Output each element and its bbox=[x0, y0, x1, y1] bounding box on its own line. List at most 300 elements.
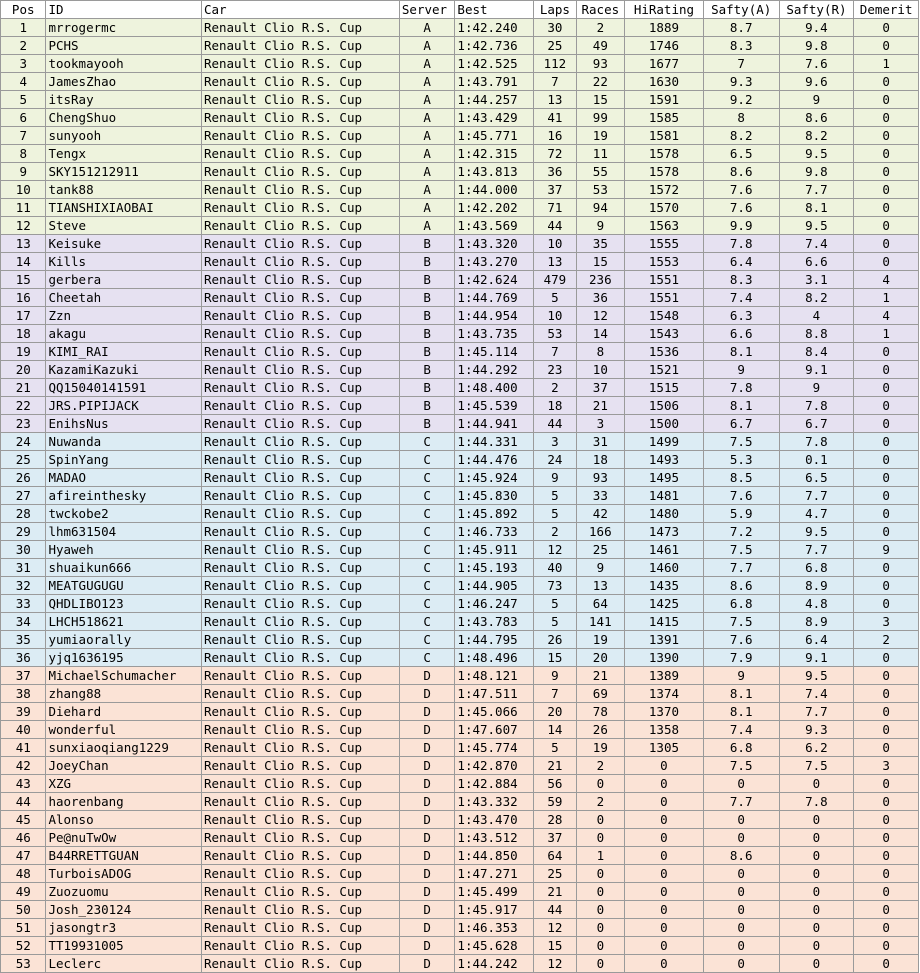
cell-laps: 9 bbox=[534, 667, 576, 685]
cell-laps: 23 bbox=[534, 361, 576, 379]
cell-races: 20 bbox=[576, 649, 624, 667]
cell-races: 64 bbox=[576, 595, 624, 613]
cell-races: 11 bbox=[576, 145, 624, 163]
cell-car: Renault Clio R.S. Cup bbox=[201, 847, 399, 865]
cell-server: C bbox=[399, 595, 455, 613]
cell-car: Renault Clio R.S. Cup bbox=[201, 793, 399, 811]
cell-laps: 12 bbox=[534, 955, 576, 973]
cell-car: Renault Clio R.S. Cup bbox=[201, 703, 399, 721]
header-safety-a: Safty(A) bbox=[703, 1, 779, 19]
cell-safety-r: 0 bbox=[779, 919, 854, 937]
cell-safety-a: 0 bbox=[703, 883, 779, 901]
cell-driver-id: tookmayooh bbox=[46, 55, 202, 73]
cell-laps: 15 bbox=[534, 937, 576, 955]
cell-server: A bbox=[399, 55, 455, 73]
cell-best-lap: 1:43.320 bbox=[455, 235, 534, 253]
cell-safety-a: 9 bbox=[703, 667, 779, 685]
table-row bbox=[1, 955, 919, 973]
cell-laps: 28 bbox=[534, 811, 576, 829]
cell-pos: 25 bbox=[1, 451, 46, 469]
cell-hirating: 1374 bbox=[625, 685, 704, 703]
header-pos: Pos bbox=[1, 1, 46, 19]
cell-best-lap: 1:43.783 bbox=[455, 613, 534, 631]
cell-pos: 24 bbox=[1, 433, 46, 451]
cell-hirating: 1358 bbox=[625, 721, 704, 739]
cell-best-lap: 1:45.066 bbox=[455, 703, 534, 721]
cell-driver-id: Alonso bbox=[46, 811, 202, 829]
cell-safety-r: 7.6 bbox=[779, 55, 854, 73]
cell-laps: 13 bbox=[534, 91, 576, 109]
cell-car: Renault Clio R.S. Cup bbox=[201, 361, 399, 379]
header-car: Car bbox=[201, 1, 399, 19]
cell-server: C bbox=[399, 469, 455, 487]
cell-driver-id: Zuozuomu bbox=[46, 883, 202, 901]
cell-laps: 13 bbox=[534, 253, 576, 271]
cell-car: Renault Clio R.S. Cup bbox=[201, 181, 399, 199]
cell-pos: 12 bbox=[1, 217, 46, 235]
cell-demerit: 0 bbox=[854, 901, 919, 919]
cell-safety-r: 9.8 bbox=[779, 163, 854, 181]
cell-pos: 36 bbox=[1, 649, 46, 667]
table-row bbox=[1, 163, 919, 181]
cell-demerit: 0 bbox=[854, 685, 919, 703]
cell-driver-id: twckobe2 bbox=[46, 505, 202, 523]
cell-best-lap: 1:44.769 bbox=[455, 289, 534, 307]
cell-laps: 10 bbox=[534, 307, 576, 325]
cell-hirating: 1570 bbox=[625, 199, 704, 217]
cell-safety-a: 8.1 bbox=[703, 703, 779, 721]
cell-server: C bbox=[399, 613, 455, 631]
cell-car: Renault Clio R.S. Cup bbox=[201, 307, 399, 325]
cell-laps: 7 bbox=[534, 343, 576, 361]
cell-races: 10 bbox=[576, 361, 624, 379]
cell-hirating: 1506 bbox=[625, 397, 704, 415]
cell-car: Renault Clio R.S. Cup bbox=[201, 415, 399, 433]
cell-driver-id: jasongtr3 bbox=[46, 919, 202, 937]
cell-races: 19 bbox=[576, 127, 624, 145]
cell-driver-id: KazamiKazuki bbox=[46, 361, 202, 379]
cell-driver-id: TIANSHIXIAOBAI bbox=[46, 199, 202, 217]
cell-car: Renault Clio R.S. Cup bbox=[201, 109, 399, 127]
cell-driver-id: haorenbang bbox=[46, 793, 202, 811]
cell-races: 2 bbox=[576, 19, 624, 37]
cell-races: 13 bbox=[576, 577, 624, 595]
cell-driver-id: Pe@nuTwOw bbox=[46, 829, 202, 847]
cell-demerit: 0 bbox=[854, 379, 919, 397]
cell-car: Renault Clio R.S. Cup bbox=[201, 469, 399, 487]
cell-hirating: 1495 bbox=[625, 469, 704, 487]
cell-races: 21 bbox=[576, 397, 624, 415]
cell-demerit: 0 bbox=[854, 919, 919, 937]
cell-best-lap: 1:44.954 bbox=[455, 307, 534, 325]
cell-pos: 13 bbox=[1, 235, 46, 253]
cell-laps: 36 bbox=[534, 163, 576, 181]
cell-pos: 28 bbox=[1, 505, 46, 523]
cell-demerit: 1 bbox=[854, 289, 919, 307]
cell-safety-r: 0 bbox=[779, 865, 854, 883]
cell-demerit: 0 bbox=[854, 433, 919, 451]
cell-laps: 5 bbox=[534, 289, 576, 307]
cell-car: Renault Clio R.S. Cup bbox=[201, 451, 399, 469]
cell-car: Renault Clio R.S. Cup bbox=[201, 19, 399, 37]
table-row bbox=[1, 73, 919, 91]
cell-server: B bbox=[399, 325, 455, 343]
cell-safety-a: 6.7 bbox=[703, 415, 779, 433]
cell-races: 22 bbox=[576, 73, 624, 91]
table-row bbox=[1, 667, 919, 685]
cell-server: D bbox=[399, 667, 455, 685]
cell-server: D bbox=[399, 811, 455, 829]
cell-laps: 64 bbox=[534, 847, 576, 865]
table-row bbox=[1, 577, 919, 595]
cell-hirating: 1572 bbox=[625, 181, 704, 199]
cell-driver-id: XZG bbox=[46, 775, 202, 793]
cell-best-lap: 1:48.400 bbox=[455, 379, 534, 397]
cell-server: A bbox=[399, 109, 455, 127]
cell-hirating: 1578 bbox=[625, 163, 704, 181]
cell-best-lap: 1:46.733 bbox=[455, 523, 534, 541]
cell-best-lap: 1:43.569 bbox=[455, 217, 534, 235]
cell-car: Renault Clio R.S. Cup bbox=[201, 379, 399, 397]
cell-best-lap: 1:44.476 bbox=[455, 451, 534, 469]
cell-driver-id: TurboisADOG bbox=[46, 865, 202, 883]
header-laps: Laps bbox=[534, 1, 576, 19]
cell-hirating: 1415 bbox=[625, 613, 704, 631]
cell-demerit: 0 bbox=[854, 847, 919, 865]
cell-safety-r: 9.4 bbox=[779, 19, 854, 37]
cell-car: Renault Clio R.S. Cup bbox=[201, 289, 399, 307]
cell-safety-r: 7.8 bbox=[779, 433, 854, 451]
cell-driver-id: Nuwanda bbox=[46, 433, 202, 451]
cell-driver-id: B44RRETTGUAN bbox=[46, 847, 202, 865]
cell-safety-r: 8.4 bbox=[779, 343, 854, 361]
cell-driver-id: TT19931005 bbox=[46, 937, 202, 955]
cell-demerit: 2 bbox=[854, 631, 919, 649]
cell-car: Renault Clio R.S. Cup bbox=[201, 37, 399, 55]
cell-races: 93 bbox=[576, 55, 624, 73]
table-row bbox=[1, 217, 919, 235]
cell-laps: 44 bbox=[534, 415, 576, 433]
cell-safety-a: 8 bbox=[703, 109, 779, 127]
cell-car: Renault Clio R.S. Cup bbox=[201, 721, 399, 739]
cell-safety-r: 9.5 bbox=[779, 217, 854, 235]
cell-hirating: 0 bbox=[625, 829, 704, 847]
cell-server: C bbox=[399, 487, 455, 505]
cell-car: Renault Clio R.S. Cup bbox=[201, 595, 399, 613]
cell-pos: 39 bbox=[1, 703, 46, 721]
cell-safety-a: 8.1 bbox=[703, 343, 779, 361]
table-row bbox=[1, 613, 919, 631]
cell-laps: 7 bbox=[534, 685, 576, 703]
cell-safety-r: 8.9 bbox=[779, 613, 854, 631]
cell-laps: 5 bbox=[534, 739, 576, 757]
cell-laps: 112 bbox=[534, 55, 576, 73]
cell-driver-id: yumiaorally bbox=[46, 631, 202, 649]
cell-best-lap: 1:43.270 bbox=[455, 253, 534, 271]
cell-server: A bbox=[399, 91, 455, 109]
cell-safety-a: 8.7 bbox=[703, 19, 779, 37]
cell-races: 2 bbox=[576, 793, 624, 811]
cell-demerit: 0 bbox=[854, 199, 919, 217]
cell-hirating: 0 bbox=[625, 775, 704, 793]
cell-driver-id: SKY151212911 bbox=[46, 163, 202, 181]
table-header bbox=[1, 1, 919, 19]
table-row bbox=[1, 433, 919, 451]
cell-server: B bbox=[399, 253, 455, 271]
cell-best-lap: 1:44.292 bbox=[455, 361, 534, 379]
table-row bbox=[1, 127, 919, 145]
cell-races: 18 bbox=[576, 451, 624, 469]
cell-demerit: 9 bbox=[854, 541, 919, 559]
cell-best-lap: 1:47.271 bbox=[455, 865, 534, 883]
cell-hirating: 0 bbox=[625, 811, 704, 829]
cell-driver-id: zhang88 bbox=[46, 685, 202, 703]
cell-hirating: 1746 bbox=[625, 37, 704, 55]
cell-races: 37 bbox=[576, 379, 624, 397]
cell-laps: 37 bbox=[534, 829, 576, 847]
table-row bbox=[1, 847, 919, 865]
cell-best-lap: 1:45.499 bbox=[455, 883, 534, 901]
cell-races: 0 bbox=[576, 955, 624, 973]
cell-safety-a: 9.3 bbox=[703, 73, 779, 91]
cell-hirating: 1591 bbox=[625, 91, 704, 109]
cell-best-lap: 1:44.850 bbox=[455, 847, 534, 865]
cell-safety-r: 7.7 bbox=[779, 541, 854, 559]
table-row bbox=[1, 343, 919, 361]
cell-laps: 44 bbox=[534, 217, 576, 235]
cell-pos: 1 bbox=[1, 19, 46, 37]
cell-driver-id: QHDLIBO123 bbox=[46, 595, 202, 613]
cell-demerit: 0 bbox=[854, 865, 919, 883]
table-row bbox=[1, 793, 919, 811]
cell-best-lap: 1:48.496 bbox=[455, 649, 534, 667]
cell-laps: 44 bbox=[534, 901, 576, 919]
cell-demerit: 4 bbox=[854, 271, 919, 289]
cell-car: Renault Clio R.S. Cup bbox=[201, 397, 399, 415]
cell-pos: 11 bbox=[1, 199, 46, 217]
cell-races: 21 bbox=[576, 667, 624, 685]
cell-demerit: 0 bbox=[854, 505, 919, 523]
header-best: Best bbox=[455, 1, 534, 19]
cell-safety-a: 8.3 bbox=[703, 37, 779, 55]
cell-best-lap: 1:45.628 bbox=[455, 937, 534, 955]
cell-races: 9 bbox=[576, 217, 624, 235]
table-row bbox=[1, 685, 919, 703]
cell-pos: 44 bbox=[1, 793, 46, 811]
cell-safety-r: 3.1 bbox=[779, 271, 854, 289]
cell-safety-a: 7.4 bbox=[703, 289, 779, 307]
cell-safety-a: 8.6 bbox=[703, 847, 779, 865]
cell-races: 93 bbox=[576, 469, 624, 487]
cell-laps: 7 bbox=[534, 73, 576, 91]
table-row bbox=[1, 739, 919, 757]
cell-laps: 30 bbox=[534, 19, 576, 37]
cell-pos: 29 bbox=[1, 523, 46, 541]
table-row bbox=[1, 55, 919, 73]
cell-safety-a: 7.6 bbox=[703, 181, 779, 199]
cell-car: Renault Clio R.S. Cup bbox=[201, 325, 399, 343]
cell-driver-id: sunxiaoqiang1229 bbox=[46, 739, 202, 757]
cell-hirating: 1551 bbox=[625, 289, 704, 307]
cell-races: 36 bbox=[576, 289, 624, 307]
table-row bbox=[1, 91, 919, 109]
cell-car: Renault Clio R.S. Cup bbox=[201, 199, 399, 217]
cell-safety-a: 0 bbox=[703, 829, 779, 847]
cell-server: D bbox=[399, 703, 455, 721]
cell-hirating: 1515 bbox=[625, 379, 704, 397]
cell-car: Renault Clio R.S. Cup bbox=[201, 145, 399, 163]
cell-server: D bbox=[399, 847, 455, 865]
cell-safety-r: 6.7 bbox=[779, 415, 854, 433]
cell-best-lap: 1:43.470 bbox=[455, 811, 534, 829]
table-row bbox=[1, 595, 919, 613]
cell-car: Renault Clio R.S. Cup bbox=[201, 541, 399, 559]
cell-server: A bbox=[399, 73, 455, 91]
cell-server: D bbox=[399, 685, 455, 703]
cell-driver-id: EnihsNus bbox=[46, 415, 202, 433]
table-row bbox=[1, 325, 919, 343]
cell-car: Renault Clio R.S. Cup bbox=[201, 919, 399, 937]
cell-laps: 3 bbox=[534, 433, 576, 451]
cell-laps: 72 bbox=[534, 145, 576, 163]
cell-safety-r: 7.8 bbox=[779, 397, 854, 415]
cell-driver-id: gerbera bbox=[46, 271, 202, 289]
cell-safety-a: 8.6 bbox=[703, 163, 779, 181]
table-row bbox=[1, 253, 919, 271]
cell-races: 25 bbox=[576, 541, 624, 559]
cell-pos: 50 bbox=[1, 901, 46, 919]
cell-safety-a: 6.5 bbox=[703, 145, 779, 163]
cell-best-lap: 1:45.193 bbox=[455, 559, 534, 577]
cell-demerit: 0 bbox=[854, 739, 919, 757]
cell-car: Renault Clio R.S. Cup bbox=[201, 685, 399, 703]
cell-driver-id: Tengx bbox=[46, 145, 202, 163]
cell-pos: 33 bbox=[1, 595, 46, 613]
cell-pos: 21 bbox=[1, 379, 46, 397]
table-row bbox=[1, 865, 919, 883]
cell-demerit: 3 bbox=[854, 757, 919, 775]
table-row bbox=[1, 469, 919, 487]
cell-safety-r: 0 bbox=[779, 829, 854, 847]
cell-demerit: 0 bbox=[854, 37, 919, 55]
cell-car: Renault Clio R.S. Cup bbox=[201, 865, 399, 883]
cell-hirating: 0 bbox=[625, 847, 704, 865]
cell-driver-id: Kills bbox=[46, 253, 202, 271]
cell-driver-id: MEATGUGUGU bbox=[46, 577, 202, 595]
cell-demerit: 0 bbox=[854, 163, 919, 181]
cell-pos: 9 bbox=[1, 163, 46, 181]
cell-safety-r: 4.7 bbox=[779, 505, 854, 523]
cell-pos: 26 bbox=[1, 469, 46, 487]
cell-server: B bbox=[399, 361, 455, 379]
cell-car: Renault Clio R.S. Cup bbox=[201, 55, 399, 73]
cell-server: D bbox=[399, 883, 455, 901]
cell-safety-a: 0 bbox=[703, 919, 779, 937]
cell-pos: 16 bbox=[1, 289, 46, 307]
cell-server: D bbox=[399, 901, 455, 919]
cell-server: D bbox=[399, 721, 455, 739]
cell-safety-r: 7.4 bbox=[779, 685, 854, 703]
cell-safety-r: 0.1 bbox=[779, 451, 854, 469]
cell-races: 12 bbox=[576, 307, 624, 325]
cell-laps: 10 bbox=[534, 235, 576, 253]
cell-best-lap: 1:44.242 bbox=[455, 955, 534, 973]
cell-server: C bbox=[399, 433, 455, 451]
cell-driver-id: KIMI_RAI bbox=[46, 343, 202, 361]
cell-pos: 31 bbox=[1, 559, 46, 577]
cell-safety-a: 8.1 bbox=[703, 397, 779, 415]
cell-safety-a: 5.9 bbox=[703, 505, 779, 523]
cell-hirating: 1461 bbox=[625, 541, 704, 559]
cell-hirating: 1578 bbox=[625, 145, 704, 163]
cell-demerit: 0 bbox=[854, 91, 919, 109]
cell-demerit: 0 bbox=[854, 487, 919, 505]
cell-races: 166 bbox=[576, 523, 624, 541]
cell-demerit: 0 bbox=[854, 955, 919, 973]
cell-safety-a: 8.3 bbox=[703, 271, 779, 289]
cell-races: 15 bbox=[576, 91, 624, 109]
cell-driver-id: Josh_230124 bbox=[46, 901, 202, 919]
table-row bbox=[1, 721, 919, 739]
cell-driver-id: MADAO bbox=[46, 469, 202, 487]
cell-car: Renault Clio R.S. Cup bbox=[201, 73, 399, 91]
cell-safety-a: 8.6 bbox=[703, 577, 779, 595]
cell-demerit: 0 bbox=[854, 127, 919, 145]
cell-races: 55 bbox=[576, 163, 624, 181]
cell-safety-r: 0 bbox=[779, 937, 854, 955]
cell-hirating: 1585 bbox=[625, 109, 704, 127]
header-hirating: HiRating bbox=[625, 1, 704, 19]
cell-laps: 25 bbox=[534, 37, 576, 55]
cell-best-lap: 1:47.607 bbox=[455, 721, 534, 739]
cell-races: 0 bbox=[576, 919, 624, 937]
cell-best-lap: 1:42.315 bbox=[455, 145, 534, 163]
cell-driver-id: JamesZhao bbox=[46, 73, 202, 91]
cell-safety-a: 7.5 bbox=[703, 757, 779, 775]
cell-server: C bbox=[399, 631, 455, 649]
cell-best-lap: 1:48.121 bbox=[455, 667, 534, 685]
table-row bbox=[1, 487, 919, 505]
cell-safety-r: 8.8 bbox=[779, 325, 854, 343]
cell-safety-r: 9.5 bbox=[779, 145, 854, 163]
cell-server: D bbox=[399, 955, 455, 973]
cell-best-lap: 1:42.884 bbox=[455, 775, 534, 793]
cell-races: 236 bbox=[576, 271, 624, 289]
cell-safety-a: 8.5 bbox=[703, 469, 779, 487]
cell-races: 69 bbox=[576, 685, 624, 703]
cell-pos: 4 bbox=[1, 73, 46, 91]
cell-hirating: 1555 bbox=[625, 235, 704, 253]
cell-demerit: 0 bbox=[854, 73, 919, 91]
table-row bbox=[1, 289, 919, 307]
cell-hirating: 1499 bbox=[625, 433, 704, 451]
cell-demerit: 0 bbox=[854, 415, 919, 433]
cell-races: 0 bbox=[576, 811, 624, 829]
table-row bbox=[1, 541, 919, 559]
table-row bbox=[1, 397, 919, 415]
cell-safety-r: 6.5 bbox=[779, 469, 854, 487]
cell-demerit: 0 bbox=[854, 451, 919, 469]
cell-car: Renault Clio R.S. Cup bbox=[201, 667, 399, 685]
cell-safety-r: 9 bbox=[779, 379, 854, 397]
cell-best-lap: 1:45.774 bbox=[455, 739, 534, 757]
cell-safety-r: 8.2 bbox=[779, 127, 854, 145]
cell-races: 141 bbox=[576, 613, 624, 631]
table-row bbox=[1, 109, 919, 127]
cell-safety-a: 7.5 bbox=[703, 433, 779, 451]
table-row bbox=[1, 757, 919, 775]
cell-races: 42 bbox=[576, 505, 624, 523]
